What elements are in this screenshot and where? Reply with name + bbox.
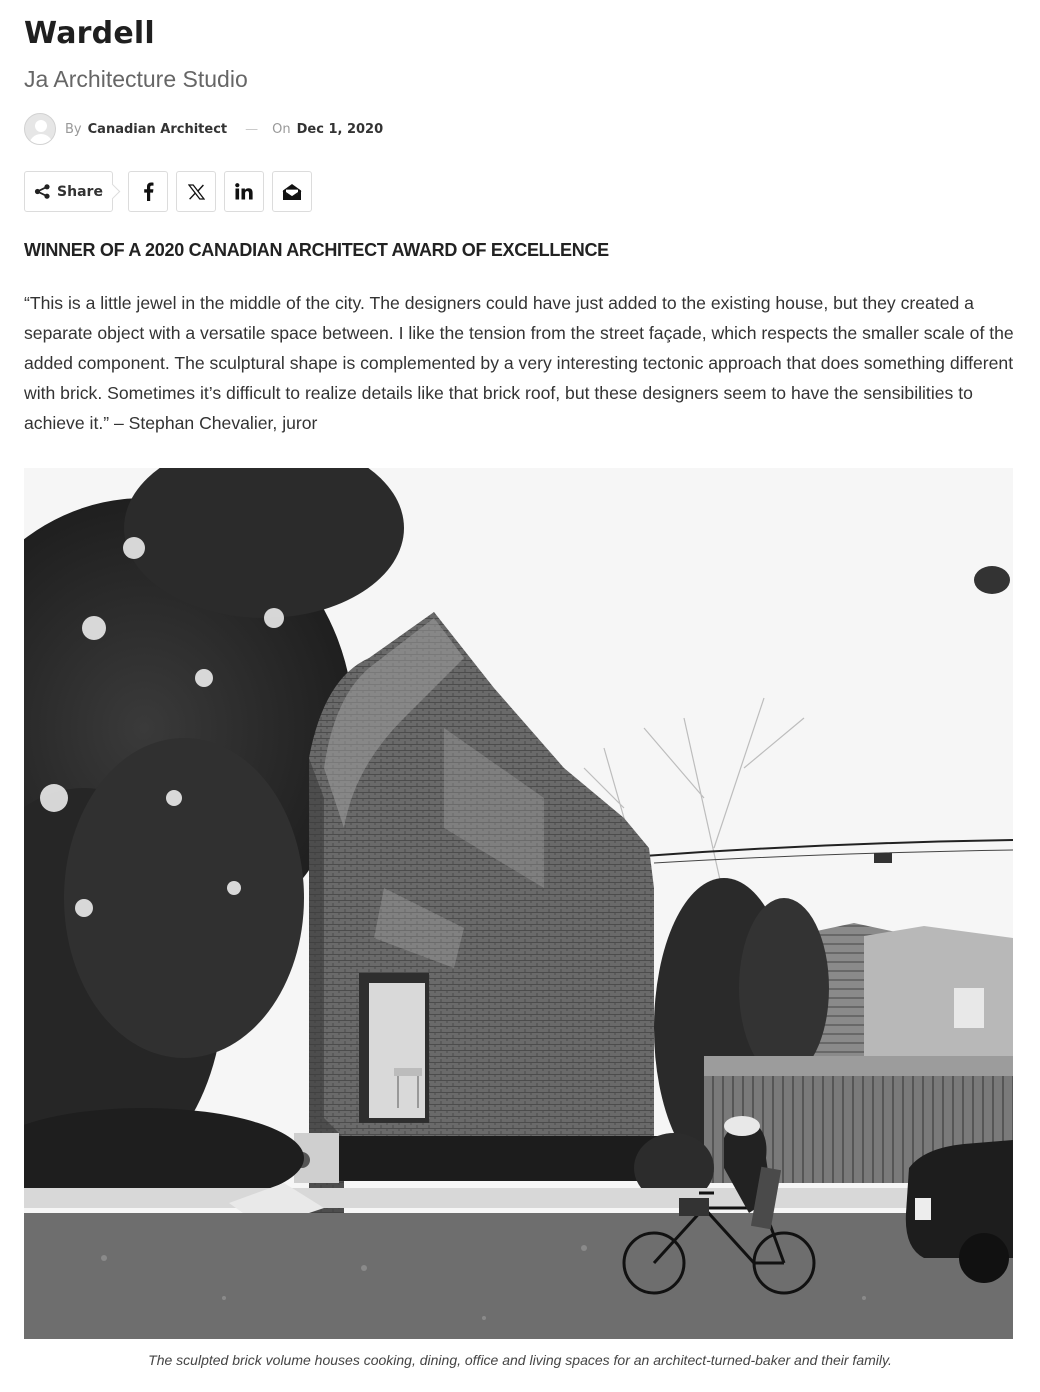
meta-separator: — bbox=[245, 121, 259, 137]
on-label: On bbox=[272, 121, 291, 137]
by-label: By bbox=[65, 121, 82, 137]
linkedin-share-button[interactable] bbox=[224, 171, 264, 212]
share-bar bbox=[24, 171, 320, 212]
share-icon bbox=[34, 184, 51, 199]
share-button[interactable] bbox=[24, 171, 113, 212]
email-icon bbox=[282, 183, 302, 201]
author-avatar[interactable] bbox=[24, 113, 56, 145]
facebook-share-button[interactable] bbox=[128, 171, 168, 212]
x-share-button[interactable] bbox=[176, 171, 216, 212]
author-link[interactable]: Canadian Architect bbox=[87, 121, 228, 137]
post-date: Dec 1, 2020 bbox=[296, 121, 384, 137]
award-heading: WINNER OF A 2020 CANADIAN ARCHITECT AWARD OF EXCELLENCE bbox=[24, 240, 609, 260]
share-label: Share bbox=[57, 183, 103, 200]
page-title: Wardell bbox=[24, 16, 155, 51]
x-icon bbox=[188, 184, 205, 200]
page-subtitle: Ja Architecture Studio bbox=[24, 66, 248, 92]
hero-photo bbox=[24, 468, 1013, 1339]
facebook-icon bbox=[143, 182, 154, 201]
email-share-button[interactable] bbox=[272, 171, 312, 212]
photo-caption: The sculpted brick volume houses cooking, dining, office and living spaces for an architect-turned-baker and their family. bbox=[148, 1352, 892, 1368]
juror-quote: “This is a little jewel in the middle of the city. The designers could have just added to the existing house, but they created a separate object with a versatile space between. I like the tension from the street façade, which respects the smaller scale of the added component. The sculptural shape is complemented by a very interesting tectonic approach that does something different with brick. Sometimes it’s difficult to realize details like that brick roof, but these designers seem to have the sensibilities to achieve it.” – Stephan Chevalier, juror bbox=[24, 293, 1014, 433]
post-meta bbox=[24, 113, 383, 145]
linkedin-icon bbox=[235, 183, 253, 200]
